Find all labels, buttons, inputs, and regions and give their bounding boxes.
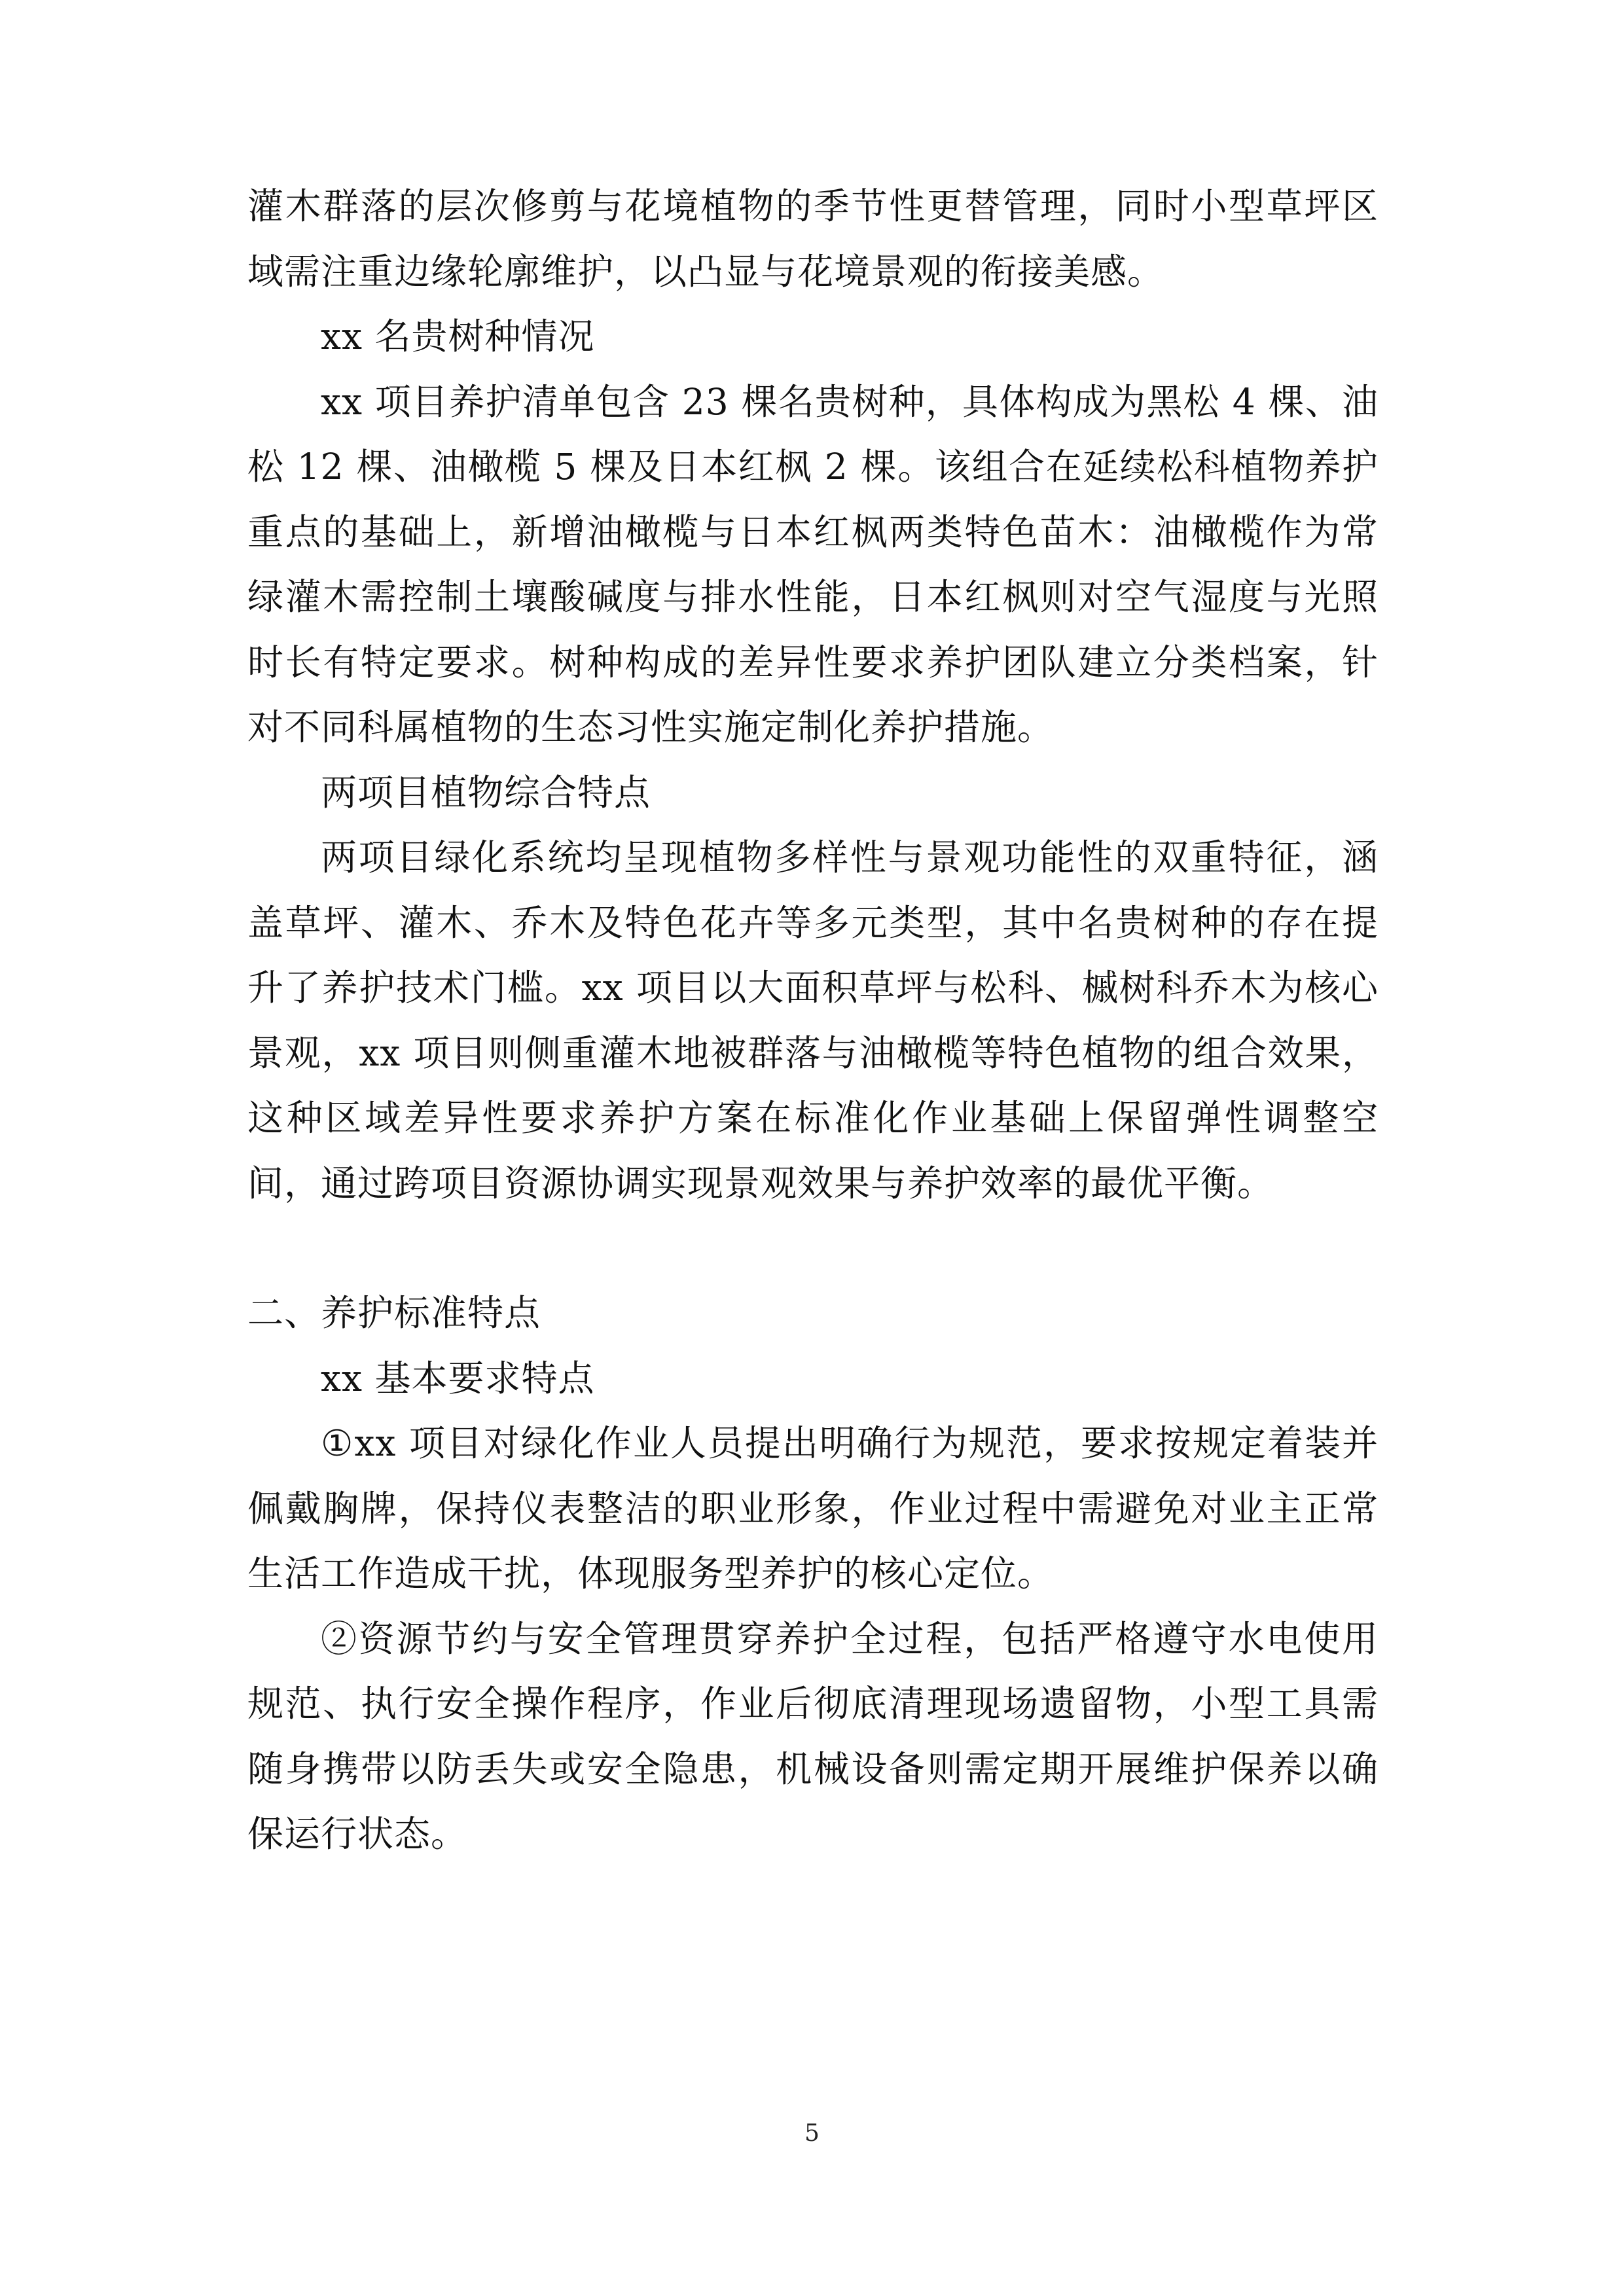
subheading-combined-features: 两项目植物综合特点: [321, 771, 651, 814]
body-text: [247, 174, 1379, 1867]
paragraph-combined-features: 两项目绿化系统均呈现植物多样性与景观功能性的双重特征，涵盖草坪、灌木、乔木及特色花卉等多元类型，其中名贵树种的存在提升了养护技术门槛。xx 项目以大面积草坪与松科、槭树科乔木为核心景观，xx 项目则侧重灌木地被群落与油橄榄等特色植物的组合效果，这种区域差异性要求养护方案在标准化作业基础上保留弹性调整空间，通过跨项目资源协调实现景观效果与养护效率的最优平衡。: [247, 836, 1379, 1204]
subheading-rare-trees: xx 名贵树种情况: [321, 315, 595, 357]
paragraph-requirement-1: ①xx 项目对绿化作业人员提出明确行为规范，要求按规定着装并佩戴胸牌，保持仪表整洁的职业形象，作业过程中需避免对业主正常生活工作造成干扰，体现服务型养护的核心定位。: [247, 1422, 1379, 1594]
paragraph-requirement-2: ②资源节约与安全管理贯穿养护全过程，包括严格遵守水电使用规范、执行安全操作程序，作业后彻底清理现场遗留物，小型工具需随身携带以防丢失或安全隐患，机械设备则需定期开展维护保养以确保运行状态。: [247, 1617, 1379, 1855]
paragraph-continuation: 灌木群落的层次修剪与花境植物的季节性更替管理，同时小型草坪区域需注重边缘轮廓维护，以凸显与花境景观的衔接美感。: [247, 185, 1379, 293]
section-heading-maintenance-standards: 二、养护标准特点: [247, 1292, 541, 1334]
subheading-basic-requirements: xx 基本要求特点: [321, 1357, 595, 1399]
page-number: 5: [804, 2120, 820, 2147]
paragraph-rare-trees: xx 项目养护清单包含 23 棵名贵树种，具体构成为黑松 4 棵、油松 12 棵、油橄榄 5 棵及日本红枫 2 棵。该组合在延续松科植物养护重点的基础上，新增油橄榄与日本红枫两类特色苗木：油橄榄作为常绿灌木需控制土壤酸碱度与排水性能，日本红枫则对空气湿度与光照时长有特定要求。树种构成的差异性要求养护团队建立分类档案，针对不同科属植物的生态习性实施定制化养护措施。: [247, 380, 1379, 748]
